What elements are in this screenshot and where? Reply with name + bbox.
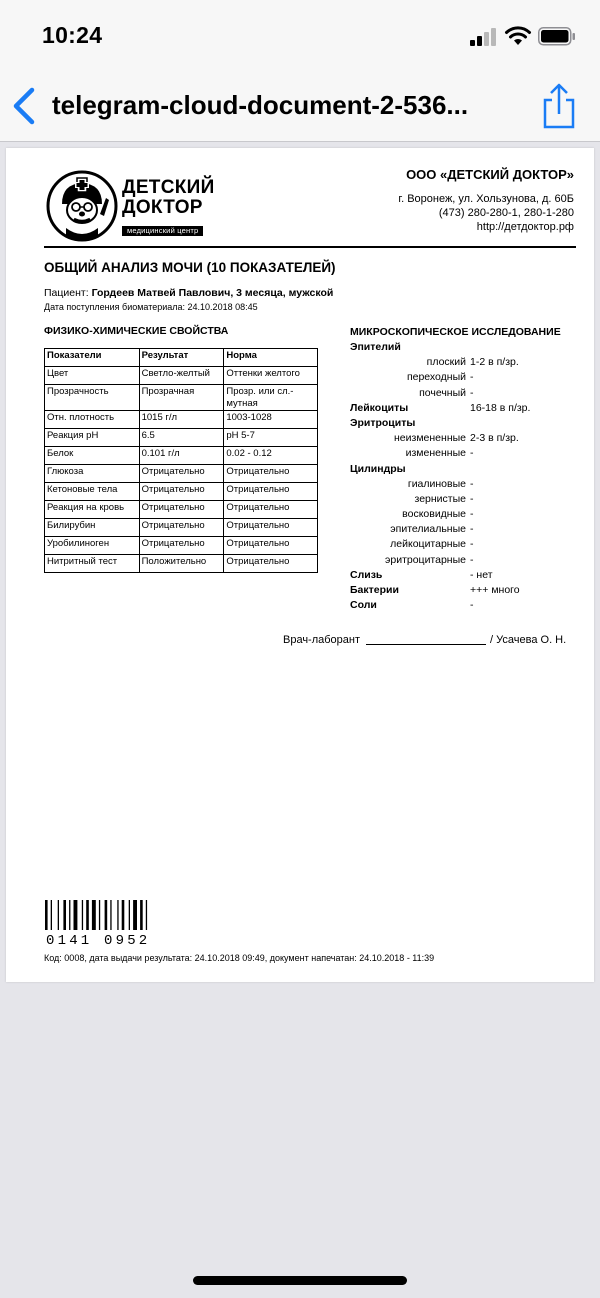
microscopy-value: 1-2 в п/зр. [470, 356, 519, 369]
microscopy-value: - [470, 599, 474, 612]
table-cell: Отн. плотность [45, 411, 140, 429]
table-cell: 6.5 [139, 429, 224, 447]
barcode [44, 900, 174, 946]
share-icon[interactable] [540, 82, 578, 130]
table-cell: 0.101 г/л [139, 447, 224, 465]
table-cell: Отрицательно [224, 519, 318, 537]
microscopy-label: гиалиновые [407, 477, 466, 490]
brand-line-2: ДОКТОР [122, 197, 203, 218]
table-cell: pH 5-7 [224, 429, 318, 447]
microscopy-value: 16-18 в п/зр. [470, 401, 531, 414]
battery-icon [538, 27, 576, 46]
table-cell: Цвет [45, 367, 140, 385]
table-row [45, 429, 318, 447]
microscopy-row [350, 401, 590, 416]
table-row [45, 501, 318, 519]
table-row [45, 537, 318, 555]
microscopy-label: Соли [350, 599, 377, 612]
microscopy-label: Эпителий [350, 341, 401, 353]
microscopy-label: восковидные [402, 508, 466, 521]
microscopy-row [350, 416, 590, 431]
microscopy-value: - [470, 538, 474, 551]
footer-info: Код: 0008, дата выдачи результата: 24.10.2018 09:49, документ напечатан: 24.10.2018 - 11:39 [44, 953, 435, 963]
microscopy-row [350, 537, 590, 552]
table-cell: Билирубин [45, 519, 140, 537]
received-date: Дата поступления биоматериала: 24.10.2018 08:45 [44, 302, 258, 312]
microscopy-value: +++ много [470, 584, 520, 596]
microscopy-row [350, 386, 590, 401]
document-title: telegram-cloud-document-2-536... [52, 90, 469, 120]
microscopy-label: зернистые [414, 492, 466, 505]
wifi-icon [504, 25, 532, 47]
table-row [45, 483, 318, 501]
doctor-logo-icon [46, 170, 118, 242]
table-cell: Кетоновые тела [45, 483, 140, 501]
microscopy-row [350, 431, 590, 446]
table-cell: Отрицательно [139, 483, 224, 501]
microscopy-row [350, 477, 590, 492]
header-divider [44, 246, 576, 248]
microscopy-row [350, 507, 590, 522]
table-cell: Отрицательно [224, 537, 318, 555]
company-address: г. Воронеж, ул. Хользунова, д. 60Б [398, 193, 574, 205]
table-row [45, 385, 318, 411]
microscopy-label: почечный [419, 386, 466, 399]
table-cell: Отрицательно [224, 465, 318, 483]
table-cell: Отрицательно [224, 555, 318, 573]
physchem-table-body [45, 367, 318, 573]
microscopy-row [350, 568, 590, 583]
analysis-title: ОБЩИЙ АНАЛИЗ МОЧИ (10 ПОКАЗАТЕЛЕЙ) [44, 260, 336, 275]
table-cell: Уробилиноген [45, 537, 140, 555]
home-indicator[interactable] [193, 1276, 407, 1285]
microscopy-value: 2-3 в п/зр. [470, 432, 519, 445]
table-cell: Реакция pH [45, 429, 140, 447]
microscopy-value: - [470, 477, 474, 490]
brand-line-1: ДЕТСКИЙ [122, 177, 215, 198]
cellular-signal-icon [470, 28, 498, 46]
microscopy-value: - [470, 523, 474, 536]
patient-value: Гордеев Матвей Павлович, 3 месяца, мужской [91, 287, 334, 299]
microscopy-label: Лейкоциты [350, 401, 409, 414]
navigation-bar [0, 72, 600, 142]
table-cell: Реакция на кровь [45, 501, 140, 519]
company-site[interactable]: http://детдоктор.рф [476, 221, 574, 233]
table-cell: Положительно [139, 555, 224, 573]
table-row [45, 447, 318, 465]
table-cell: Прозр. или сл.-мутная [224, 385, 318, 411]
barcode-number: 0141 0952 [46, 933, 151, 946]
microscopy-value: - [470, 508, 474, 521]
microscopy-label: Цилиндры [350, 462, 406, 475]
barcode-bars [45, 900, 147, 930]
table-cell: Глюкоза [45, 465, 140, 483]
microscopy-label: эпителиальные [390, 523, 466, 536]
signature-role: Врач-лаборант [283, 634, 361, 646]
microscopy-row [350, 355, 590, 370]
microscopy-label: лейкоцитарные [390, 538, 466, 551]
table-cell: Отрицательно [139, 537, 224, 555]
company-info [398, 168, 574, 234]
microscopy-row [350, 492, 590, 507]
table-row [45, 519, 318, 537]
microscopy-label: измененные [405, 447, 466, 460]
table-cell: Отрицательно [224, 501, 318, 519]
table-cell: Отрицательно [139, 501, 224, 519]
table-cell: Светло-желтый [139, 367, 224, 385]
microscopy-row [350, 598, 590, 613]
microscopy-label: Слизь [350, 568, 383, 581]
table-cell: Отрицательно [139, 465, 224, 483]
microscopy-row [350, 446, 590, 461]
column-header: Норма [224, 349, 318, 367]
microscopy-rows [350, 340, 590, 613]
table-cell: 0.02 - 0.12 [224, 447, 318, 465]
microscopy-value: - [470, 492, 474, 505]
microscopy-section [350, 325, 590, 613]
microscopy-label: Бактерии [350, 584, 399, 596]
table-cell: Прозрачная [139, 385, 224, 411]
microscopy-value: - [470, 371, 474, 384]
table-cell: Отрицательно [224, 483, 318, 501]
microscopy-row [350, 462, 590, 477]
microscopy-row [350, 522, 590, 537]
signature-line [283, 634, 566, 646]
back-chevron-icon[interactable] [10, 86, 40, 126]
microscopy-label: эритроцитарные [385, 553, 466, 566]
table-cell: Прозрачность [45, 385, 140, 411]
table-header-row [45, 349, 318, 367]
table-cell: 1015 г/л [139, 411, 224, 429]
table-cell: Белок [45, 447, 140, 465]
microscopy-label: плоский [426, 356, 466, 369]
document-page[interactable] [6, 148, 594, 982]
status-time: 10:24 [42, 22, 103, 48]
brand-name [122, 178, 215, 238]
table-cell: Оттенки желтого [224, 367, 318, 385]
patient-label: Пациент: [44, 287, 89, 299]
microscopy-row [350, 553, 590, 568]
microscopy-row [350, 583, 590, 598]
microscopy-value: - нет [470, 568, 493, 581]
table-row [45, 411, 318, 429]
microscopy-label: неизмененные [394, 432, 466, 445]
signature-blank [366, 644, 486, 645]
microscopy-label: переходный [406, 371, 466, 384]
microscopy-title: МИКРОСКОПИЧЕСКОЕ ИССЛЕДОВАНИЕ [350, 326, 561, 338]
company-phones: (473) 280-280-1, 280-1-280 [438, 207, 574, 219]
microscopy-label: Эритроциты [350, 416, 416, 429]
table-cell: Отрицательно [139, 519, 224, 537]
status-bar [0, 0, 600, 72]
microscopy-row [350, 340, 590, 355]
table-cell: 1003-1028 [224, 411, 318, 429]
table-row [45, 367, 318, 385]
column-header: Показатели [45, 349, 140, 367]
patient-line [44, 287, 333, 299]
microscopy-value: - [470, 386, 474, 399]
company-name: ООО «ДЕТСКИЙ ДОКТОР» [406, 167, 574, 182]
microscopy-value: - [470, 447, 474, 460]
physchem-table [44, 348, 318, 573]
table-cell: Нитритный тест [45, 555, 140, 573]
column-header: Результат [139, 349, 224, 367]
brand-subtitle: медицинский центр [122, 226, 203, 236]
table-row [45, 555, 318, 573]
microscopy-row [350, 370, 590, 385]
table-row [45, 465, 318, 483]
physchem-title: ФИЗИКО-ХИМИЧЕСКИЕ СВОЙСТВА [44, 325, 229, 337]
microscopy-value: - [470, 553, 474, 566]
signature-name: / Усачева О. Н. [490, 634, 567, 646]
